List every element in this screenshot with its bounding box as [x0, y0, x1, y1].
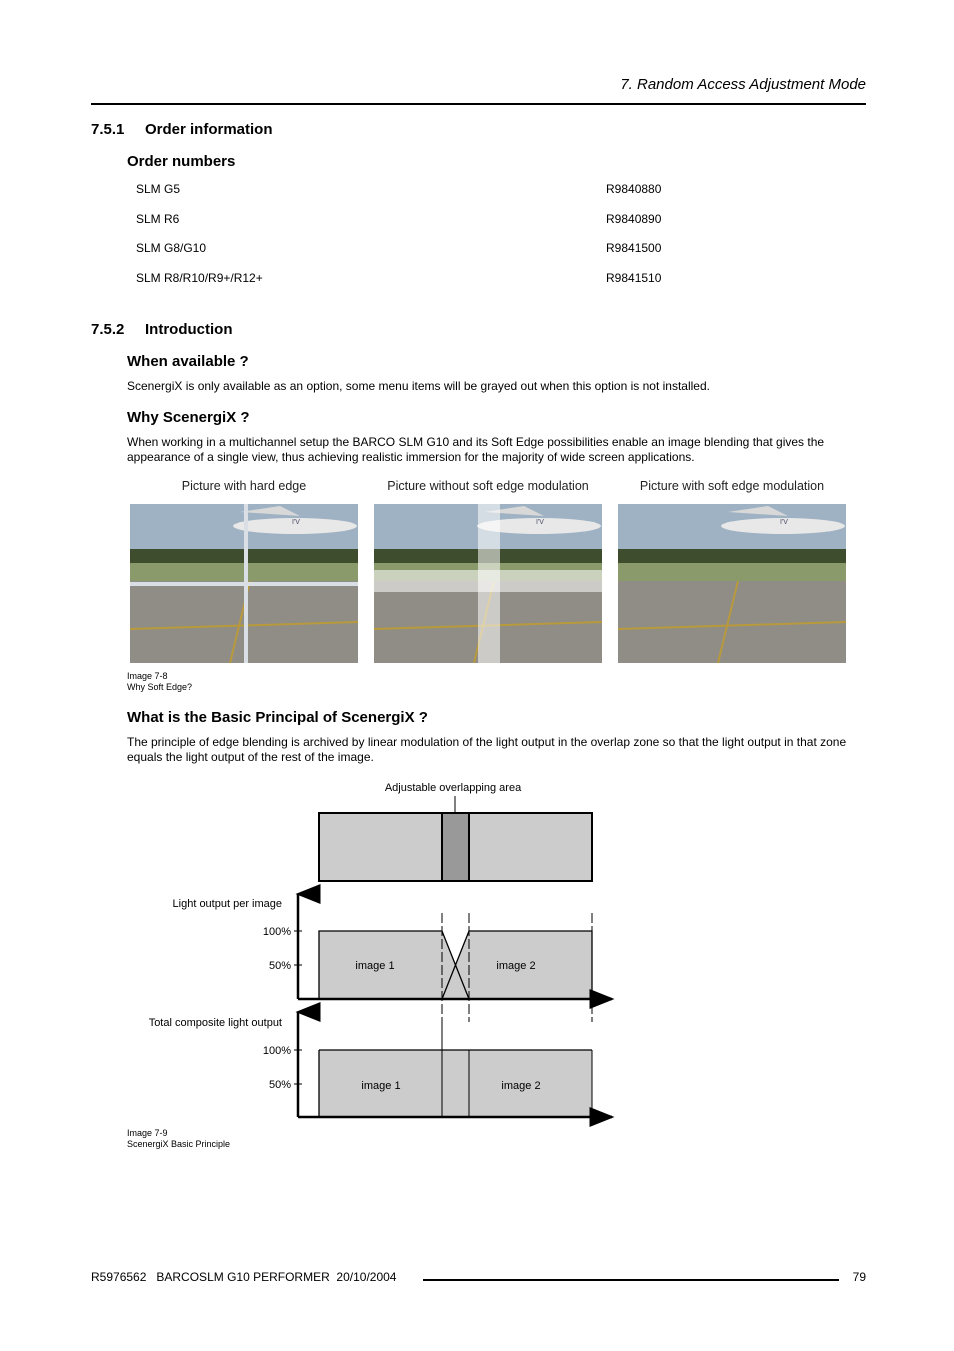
graph2-tick-50-label: 50%	[268, 1079, 291, 1091]
graph2-title: Total composite light output	[148, 1017, 282, 1029]
graph2-composite-area	[319, 1050, 592, 1117]
photo-caption-hard-edge: Picture with hard edge	[181, 479, 307, 493]
graph1-tick-50-label: 50%	[268, 960, 291, 972]
photo-marking: I'V	[292, 519, 300, 526]
code-cell: R9840890	[606, 211, 662, 226]
chapter-title: 7. Random Access Adjustment Mode	[620, 76, 866, 93]
graph2-image1-label: image 1	[361, 1080, 401, 1092]
order-numbers-heading: Order numbers	[127, 153, 236, 170]
graph1-image2-label: image 2	[496, 960, 536, 972]
page-number: 79	[852, 1270, 866, 1284]
graph2-image2-label: image 2	[501, 1080, 541, 1092]
code-cell: R9840880	[606, 182, 662, 196]
section-number: 7.5.1	[91, 121, 125, 138]
overlap-zone	[442, 813, 469, 881]
graph2-tick-100-label: 100%	[262, 1045, 291, 1057]
graph1-tick-100-label: 100%	[262, 926, 291, 938]
footer-rule	[423, 1279, 839, 1281]
code-cell: R9841510	[606, 270, 662, 285]
why-scenergix-heading: Why ScenergiX ?	[127, 409, 250, 426]
image-caption: Why Soft Edge?	[127, 682, 193, 692]
code-cell: R9841500	[606, 241, 662, 255]
image-label: Image 7-9	[127, 1128, 168, 1138]
why-scenergix-text: When working in a multichannel setup the BARCO SLM G10 and its Soft Edge possibilities enable an image blending that gives the appearance of a single view, thus achieving realistic immersion for the majority of wide screen applications.	[127, 435, 825, 464]
graph1-image1-label: image 1	[355, 960, 395, 972]
section-title: Order information	[145, 121, 273, 138]
image-caption: ScenergiX Basic Principle	[127, 1139, 231, 1149]
basic-principal-text: The principle of edge blending is archived by linear modulation of the light output in the overlap zone so that the light output in that zone equals the light output of the rest of the image.	[127, 735, 847, 764]
when-available-heading: When available ?	[127, 353, 249, 370]
photo-caption-soft-edge: Picture with soft edge modulation	[639, 479, 825, 493]
when-available-text: ScenergiX is only available as an option, some menu items will be grayed out when this option is not installed.	[127, 379, 710, 393]
photo-marking: I'V	[780, 519, 788, 526]
section-number: 7.5.2	[91, 321, 125, 338]
basic-principal-heading: What is the Basic Principal of ScenergiX ?	[127, 709, 428, 726]
photo-marking: I'V	[536, 519, 544, 526]
model-cell: SLM G8/G10	[136, 241, 207, 255]
image-label: Image 7-8	[127, 671, 168, 681]
overlap-area-label: Adjustable overlapping area	[384, 782, 522, 794]
footer-doc-info: R5976562 BARCOSLM G10 PERFORMER 20/10/2004	[91, 1270, 397, 1284]
model-cell: SLM R8/R10/R9+/R12+	[136, 270, 263, 285]
graph1-title: Light output per image	[172, 898, 282, 910]
photo-caption-no-modulation: Picture without soft edge modulation	[387, 479, 589, 493]
model-cell: SLM G5	[136, 182, 181, 196]
section-title: Introduction	[145, 321, 233, 338]
model-cell: SLM R6	[136, 211, 180, 226]
